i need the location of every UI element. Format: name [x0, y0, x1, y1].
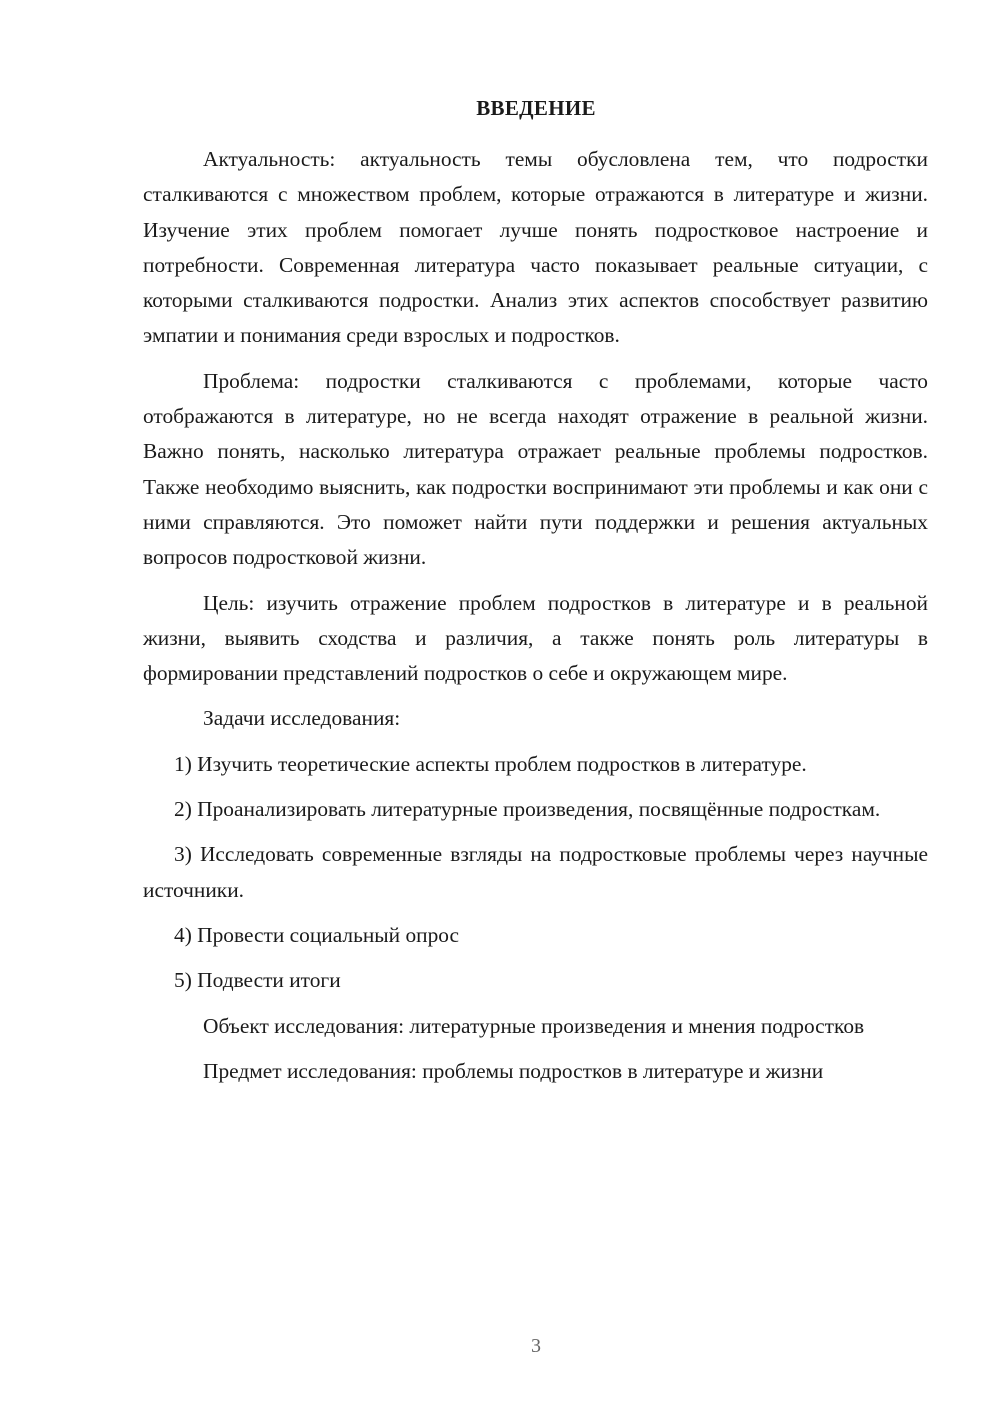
task-item-1: 1) Изучить теоретические аспекты проблем подростков в литературе.	[174, 751, 807, 776]
task-item-2: 2) Проанализировать литературные произведения, посвящённые подросткам.	[174, 797, 881, 822]
page-number: 3	[531, 1335, 541, 1357]
task-item-3: 3) Исследовать современные взгляды на подростковые проблемы через научные источники.	[143, 842, 928, 902]
paragraph-goal: Цель: изучить отражение проблем подростков в литературе и в реальной жизни, выявить сходства и различия, а также понять роль литературы в формировании представлений подростков о себе и окружающем мире.	[143, 590, 928, 686]
paragraph-relevance: Актуальность: актуальность темы обусловлена тем, что подростки сталкиваются с множеством проблем, которые отражаются в литературе и жизни. Изучение этих проблем помогает лучше понять подростковое настроение и потребности. Современная литература часто показывает реальные ситуации, с которыми сталкиваются подростки. Анализ этих аспектов способствует развитию эмпатии и понимания среди взрослых и подростков.	[143, 147, 928, 348]
paragraph-tasks-heading: Задачи исследования:	[203, 706, 401, 731]
paragraph-subject: Предмет исследования: проблемы подростков в литературе и жизни	[203, 1058, 824, 1083]
paragraph-problem: Проблема: подростки сталкиваются с проблемами, которые часто отображаются в литературе, но не всегда находят отражение в реальной жизни. Важно понять, насколько литература отражает реальные проблемы подростков. Также необходимо выяснить, как подростки воспринимают эти проблемы и как они с ними справляются. Это поможет найти пути поддержки и решения актуальных вопросов подростковой жизни.	[143, 368, 928, 570]
body-text	[143, 142, 928, 1089]
task-item-4: 4) Провести социальный опрос	[174, 922, 460, 947]
task-item-5: 5) Подвести итоги	[174, 968, 341, 993]
paragraph-object: Объект исследования: литературные произведения и мнения подростков	[203, 1013, 865, 1038]
section-title: ВВЕДЕНИЕ	[476, 96, 596, 120]
